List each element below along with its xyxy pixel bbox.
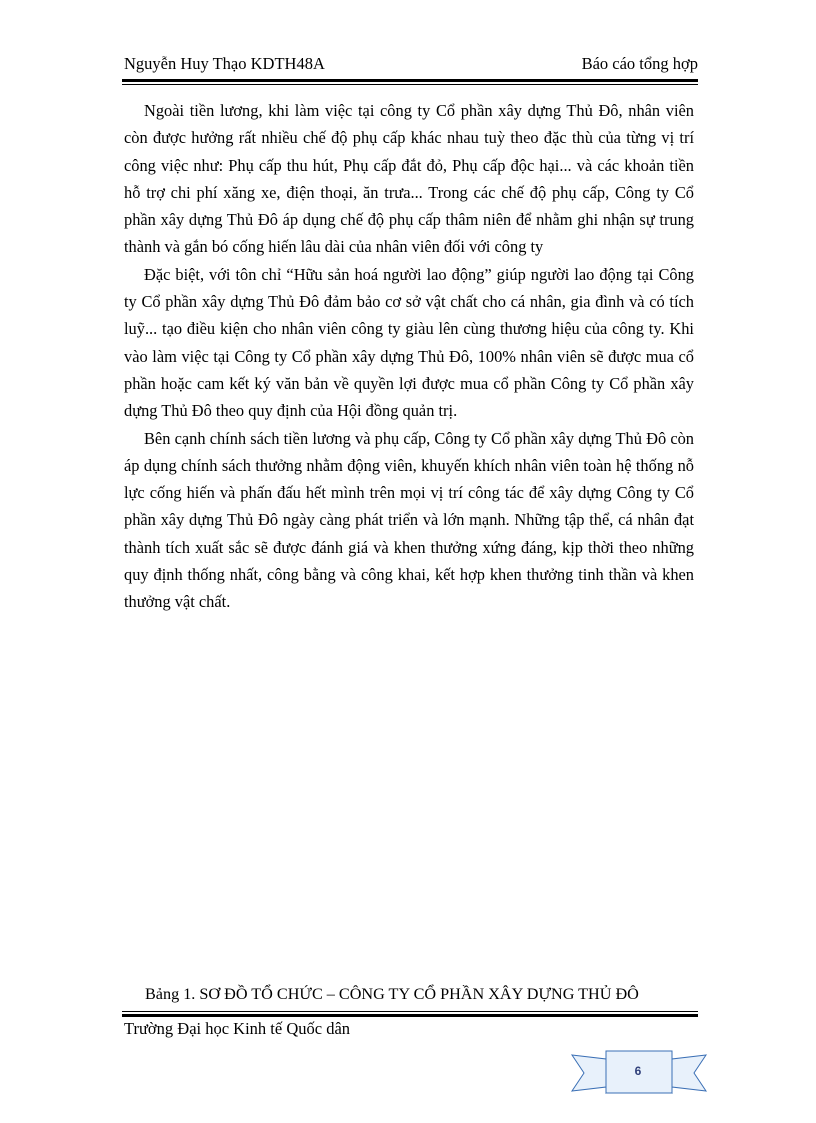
page-header xyxy=(124,50,698,74)
footer-rule-thick xyxy=(122,1014,698,1017)
header-author: Nguyễn Huy Thạo KDTH48A xyxy=(124,54,325,73)
header-report-title: Báo cáo tổng hợp xyxy=(581,54,698,73)
footer-school: Trường Đại học Kinh tế Quốc dân xyxy=(124,1019,351,1038)
body-text xyxy=(124,97,694,616)
header-rule-thin xyxy=(122,84,698,85)
table-caption: Bảng 1. SƠ ĐỒ TỔ CHỨC – CÔNG TY CỔ PHẦN XÂY DỰNG THỦ ĐÔ xyxy=(145,985,639,1003)
paragraph: Đặc biệt, với tôn chỉ “Hữu sản hoá người lao động” giúp người lao động tại Công ty Cổ phần xây dựng Thủ Đô đảm bảo cơ sở vật chất cho cá nhân, gia đình và có tích luỹ... tạo điều kiện cho nhân viên công ty giàu lên cùng thương hiệu của công ty. Khi vào làm việc tại Công ty Cổ phần xây dựng Thủ Đô, 100% nhân viên sẽ được mua cổ phần hoặc cam kết ký văn bản về quyền lợi được mua cổ phần Công ty Cổ phần xây dựng Thủ Đô theo quy định của Hội đồng quản trị. xyxy=(124,264,694,421)
footer-rule-thin xyxy=(122,1011,698,1012)
page-number: 6 xyxy=(634,1064,642,1078)
paragraph: Ngoài tiền lương, khi làm việc tại công ty Cổ phần xây dựng Thủ Đô, nhân viên còn được hưởng rất nhiều chế độ phụ cấp khác nhau tuỳ theo đặc thù của từng vị trí công việc như: Phụ cấp thu hút, Phụ cấp đắt đỏ, Phụ cấp độc hại... và các khoản tiền hỗ trợ chi phí xăng xe, điện thoại, ăn trưa... Trong các chế độ phụ cấp, Công ty Cổ phần xây dựng Thủ Đô áp dụng chế độ phụ cấp thâm niên để nhằm ghi nhận sự trung thành và gắn bó cống hiến lâu dài của nhân viên đối với công ty xyxy=(124,101,694,257)
paragraph: Bên cạnh chính sách tiền lương và phụ cấp, Công ty Cổ phần xây dựng Thủ Đô còn áp dụng chính sách thưởng nhằm động viên, khuyến khích nhân viên toàn hệ thống nỗ lực cống hiến và phấn đấu hết mình trên mọi vị trí công tác để xây dựng Công ty Cổ phần xây dựng Thủ Đô ngày càng phát triển và lớn mạnh. Những tập thể, cá nhân đạt thành tích xuất sắc sẽ được đánh giá và khen thưởng xứng đáng, kịp thời theo những quy định thống nhất, công bằng và công khai, kết hợp khen thưởng tinh thần và khen thưởng vật chất. xyxy=(124,428,694,612)
header-rule-thick xyxy=(122,79,698,82)
